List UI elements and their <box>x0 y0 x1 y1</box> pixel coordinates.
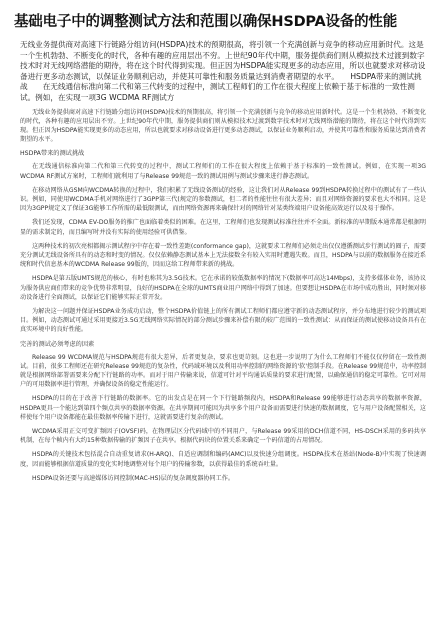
body-paragraph: 我们还发现，CDMA EV-DO服务的推广也面临着类似的困难。在这里，工程师们也发现测试标准往往并不全面。新标准的早期版本通常都是根据明显的需求制定的，而且编写时并没有实际的使用经验可供借鉴。 <box>20 219 426 236</box>
body-paragraph: WCDMA采用正交可变扩频因子(OVSF)码，在物理层区分代码域中的不同用户，与Release 99采用的DCH信道不同，HS-DSCH采用的多码共享机制，在每个帧内有大约15种数据传输的扩频因子在共享。根据代码块的位置关系来确定一个码信道的占用情况。 <box>20 428 426 445</box>
body-paragraph: 无线业务提供商对高速下行链路分组访问(HSDPA)技术的预期很高，将引领一个充满创新与竞争的移动应用新时代。这是一个生机勃勃、不断变化的时代，各种有趣的应用层出不穷。上世纪90年代中期，服务提供商们则从模拟技术过渡到数字技术时对无线网络潜能的期待，将在这个时代得到实现。但正因为HSDPA能实现更多的动态应用，所以也就要求对移动设备进行更多动态测试，以保证业务顺利启动，并使其可靠性和服务质量达到消费者期望的水平。 <box>20 108 426 144</box>
body-paragraph: 为解决这一问题并保证HSDPA业务成功启动，整个HSDPA价值链上的所有测试工程师们都应遵守新的动态测试程序，并分布地进行较少的测试项目。例如，动态测试可通过采用更接近3.5G无线网络实际情况的部分测试步骤来补偿有限的较广范围的一致性测试：从而保证的测试使移动设备具有在真实环境中的良好性能。 <box>20 308 426 334</box>
body-paragraph: 在无线通信标准向第二代和第三代转变的过程中，测试工程师们的工作在很大程度上依赖于基于标准的一致性测试。例如，在实现一项3G WCDMA RF测试方案时，工程师们就利用了与Release 99规范一致的测试用例与测试步骤来进行静态测试。 <box>20 163 426 180</box>
body-paragraph: HSDPA设备还要与高速媒体访问控制(MAC-HS)层的复杂调度器协同工作。 <box>32 474 234 482</box>
document-title: 基础电子中的调整测试方法和范围以确保HSDPA设备的性能 <box>14 14 398 30</box>
body-paragraph: 在移动网络从GSM向WCDMA转换的过程中，我们积累了无线设备测试的经验，这让我们对从Release 99到HSDPA转换过程中的测试有了一些认识。例如，同使用WCDMA手机对网络进行了3GPP第三代(规定的参数测试，但二者的性能往往有很大差异；而且对网络资源的要求也大不相同。这是因为3GPP规定义了保证3G能够工作所需的最低限测试，而由网络资源再来确保针对的网络针对某类终端用户设备能高效运行以及易于操作。 <box>20 186 426 213</box>
lead-paragraph: 无线业务提供商对高速下行链路分组访问(HSDPA)技术的预期很高，将引领一个充满创新与竞争的移动应用新时代。这是一个生机勃勃、不断变化的时代，各种有趣的应用层出不穷。上世纪90年代中期，服务提供商们则从模拟技术过渡到数字技术时对无线网络潜能的期待，将在这个时代得到实现。但正因为HSDPA能实现更多的动态应用，所以也就要求对移动设备进行更多动态测试，以保证业务顺利启动，并使其可靠性和服务质量达到消费者期望的水平。 HSDPA带来的测试挑战 在无线通信标准向第二代和第三代转变的过程中，测试工程师们的工作在很大程度上依赖于基于标准的一致性测试。例如，在实现一项3G WCDMA RF测试方 <box>20 40 426 102</box>
body-paragraph: Release 99 WCDMA规范与HSDPA规范有很大差异，后者更复杂，要求也更苛刻。这也进一步说明了为什么工程师们不能仅仅停留在一致性测试。目前，很多工程师还在研究Release 99规范的复杂性，代码域环境以及利用功率控制的网络资源的'软'控制手段。在Release 99规范中，功率控制就是根据网络部署需要来分配下行链路的功率。而对于用户传输来说，信道可针对平均通话质量的要求进行配置，以确保通信的稳定可靠性。它可对用户的可用数据率进行管理，并确保设备的稳定性能运行。 <box>20 353 426 389</box>
body-paragraph: HSDPA的目的在于改善下行链路的数据率。它的出发点是在同一个下行链路频段内，HSDPA和Release 99能够进行动态共享的数据率资源，HSDPA更具一个能达到第四个频点共享的数据率资源。在共享期间可能因为共享多个用户设备而需要进行快速的数据调度，它与用户设备配置相关，这样使每个用户设备都能在最佳数据率传输下进行，这就需要进行复杂的测试。 <box>20 395 426 421</box>
body-paragraph: 这两种技术的初次亮相都揭示测试程序中存在着一致性差距(conformance gap)，这就要求工程师们必须走出仅仅遵循测试步行测试的圈子，需要充分测试无线设备所具有的动态和时变的情况。仅仅依赖静态测试基本上无法接数全有较入实用时遭遇失败。而且，HSDPA与以前的数据服务在接近系统和时代信息基本的WCDMA Release 99版的，因而这给工程师带来新的挑战。 <box>20 242 426 269</box>
body-paragraph: HSDPA是第五版UMTS规范的核心，有时也称其为3.5G技术。它在承诺的较低数据率的情况下(数据率可高达14Mbps)，支持多媒体业务，该协议为服务供应商们带来的竞争优势非常明显，良好的HSDPA在全球的UMTS商业用户网络中得到了加速。但要想让HSDPA在市场中成功胜出，同时须对移动设备进行全面测试，以保证它们能够实际正常开发。 <box>20 275 426 301</box>
section-heading: 完善的测试必须考虑的因素 <box>20 340 95 348</box>
section-heading: HSDPA带来的测试挑战 <box>20 150 85 158</box>
body-paragraph: HSDPA的关键技术包括混合自动重复请求(H-ARQ)、自适应调制和编码(AMC)以及快速分组调度。HSDPA技术在基站(Node-B)中实现了快速调度，因而能够根据信道质量的变化实时地调整对每个用户的传输参数，以获得最佳的系统吞吐量。 <box>20 451 426 468</box>
